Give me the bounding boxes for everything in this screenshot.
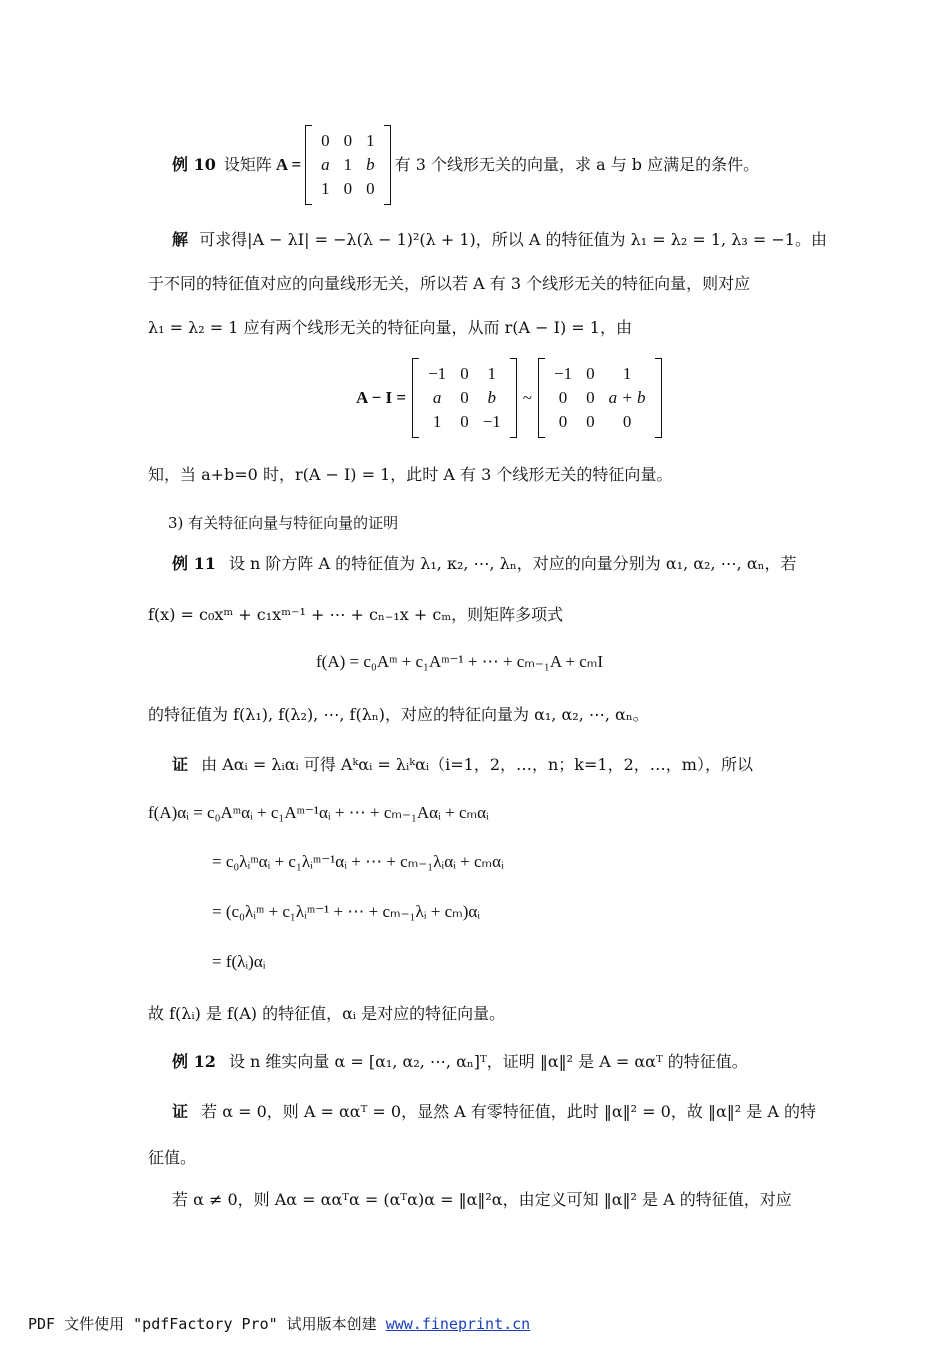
footer-text: PDF 文件使用 "pdfFactory Pro" 试用版本创建 — [28, 1315, 386, 1333]
matrix-cell: −1 — [553, 364, 573, 383]
matrix-cell: 1 — [487, 364, 496, 383]
example-11-line-2: f(x) = c₀xᵐ + c₁xᵐ⁻¹ + ⋯ + cₙ₋₁x + cₘ，则矩阵多项式 — [148, 605, 564, 624]
matrix-reduction — [356, 358, 662, 438]
matrix-reduced — [538, 358, 662, 438]
equivalence-tilde: ~ — [522, 388, 532, 407]
proof-12-label: 证 — [172, 1102, 189, 1121]
example-10-intro: 设矩阵 — [223, 155, 272, 174]
footer-link[interactable]: www.fineprint.cn — [385, 1315, 531, 1333]
proof-12-line-1: 证 若 α = 0，则 A = ααᵀ = 0，显然 A 有零特征值，此时 ‖α‖² = 0，故 ‖α‖² 是 A 的特 — [172, 1102, 816, 1121]
matrix-cell: 0 — [366, 179, 375, 198]
matrix-cell: 1 — [343, 155, 353, 174]
example-11-line-1: 例 11 设 n 阶方阵 A 的特征值为 λ₁, κ₂, ⋯, λₙ，对应的向量分别为 α₁, α₂, ⋯, αₙ，若 — [172, 554, 797, 573]
example-10-question: 有 3 个线形无关的向量，求 a 与 b 应满足的条件。 — [394, 155, 760, 174]
matrix-cell: 0 — [343, 131, 353, 150]
matrix-cell: a + b — [608, 388, 646, 407]
matrix-cell: 1 — [622, 364, 632, 383]
solution-10-conclusion: 知，当 a+b=0 时，r(A − I) = 1，此时 A 有 3 个线形无关的特征向量。 — [148, 465, 673, 484]
matrix-cell: −1 — [482, 412, 501, 431]
matrix-cell: 0 — [586, 364, 595, 383]
matrix-cell: a — [432, 388, 442, 407]
example-11-line-3: 的特征值为 f(λ₁), f(λ₂), ⋯, f(λₙ)，对应的特征向量为 α₁, α₂, ⋯, αₙ。 — [148, 705, 649, 724]
example-12-label: 例 12 — [172, 1052, 216, 1071]
matrix-cell: 1 — [366, 131, 375, 150]
matrix-lhs: A − I = — [356, 388, 407, 407]
matrix-cell: 0 — [558, 388, 568, 407]
solution-10-line-2: 于不同的特征值对应的向量线形无关，所以若 A 有 3 个线形无关的特征向量，则对应 — [148, 274, 751, 293]
example-12: 例 12 设 n 维实向量 α = [α₁, α₂, ⋯, αₙ]ᵀ，证明 ‖α‖² 是 A = ααᵀ 的特征值。 — [172, 1052, 748, 1071]
section-heading: 3) 有关特征向量与特征向量的证明 — [168, 514, 399, 532]
matrix-cell: 0 — [321, 131, 330, 150]
matrix-cell: −1 — [428, 364, 447, 383]
matrix-cell: b — [366, 155, 375, 174]
matrix-a-name: A = — [275, 155, 302, 174]
matrix-cell: b — [487, 388, 496, 407]
solution-label: 解 — [172, 230, 189, 249]
proof-equation-1: f(A)αᵢ = c₀Aᵐαᵢ + c₁Aᵐ⁻¹αᵢ + ⋯ + cₘ₋₁Aαᵢ + cₘαᵢ — [148, 803, 489, 822]
matrix-a — [305, 125, 391, 205]
proof-11-line-1: 证 由 Aαᵢ = λᵢαᵢ 可得 Aᵏαᵢ = λᵢᵏαᵢ（i=1，2，…，n；k=1，2，…，m），所以 — [172, 755, 753, 774]
proof-equation-2: = c₀λᵢᵐαᵢ + c₁λᵢᵐ⁻¹αᵢ + ⋯ + cₘ₋₁λᵢαᵢ + cₘαᵢ — [212, 852, 504, 871]
matrix-cell: 0 — [586, 388, 595, 407]
proof-equation-4: = f(λᵢ)αᵢ — [212, 952, 266, 971]
proof-12-line-2: 征值。 — [148, 1148, 197, 1167]
matrix-cell: 0 — [622, 412, 632, 431]
pdf-footer — [28, 1313, 530, 1334]
proof-11-conclusion: 故 f(λᵢ) 是 f(A) 的特征值，αᵢ 是对应的特征向量。 — [148, 1004, 506, 1023]
matrix-cell: a — [321, 155, 330, 174]
matrix-a-minus-i — [412, 358, 517, 438]
proof-12-line-3: 若 α ≠ 0，则 Aα = ααᵀα = (αᵀα)α = ‖α‖²α，由定义可知 ‖α‖² 是 A 的特征值，对应 — [172, 1190, 792, 1209]
proof-label: 证 — [172, 755, 189, 774]
matrix-cell: 1 — [432, 412, 442, 431]
proof-equation-3: = (c₀λᵢᵐ + c₁λᵢᵐ⁻¹ + ⋯ + cₘ₋₁λᵢ + cₘ)αᵢ — [212, 902, 481, 921]
matrix-cell: 0 — [343, 179, 353, 198]
matrix-cell: 0 — [460, 364, 469, 383]
matrix-cell: 0 — [558, 412, 568, 431]
solution-10-line-1: 解 可求得|A − λI| = −λ(λ − 1)²(λ + 1)，所以 A 的特征值为 λ₁ = λ₂ = 1, λ₃ = −1。由 — [172, 230, 827, 249]
example-10 — [172, 122, 842, 208]
matrix-cell: 0 — [460, 412, 469, 431]
matrix-cell: 0 — [586, 412, 595, 431]
matrix-polynomial-formula: f(A) = c₀Aᵐ + c₁Aᵐ⁻¹ + ⋯ + cₘ₋₁A + cₘI — [316, 652, 604, 671]
matrix-cell: 1 — [321, 179, 330, 198]
solution-10-line-3: λ₁ = λ₂ = 1 应有两个线形无关的特征向量，从而 r(A − I) = 1，由 — [148, 318, 632, 337]
matrix-cell: 0 — [460, 388, 469, 407]
example-11-label: 例 11 — [172, 554, 216, 573]
example-10-label: 例 10 — [172, 155, 216, 174]
